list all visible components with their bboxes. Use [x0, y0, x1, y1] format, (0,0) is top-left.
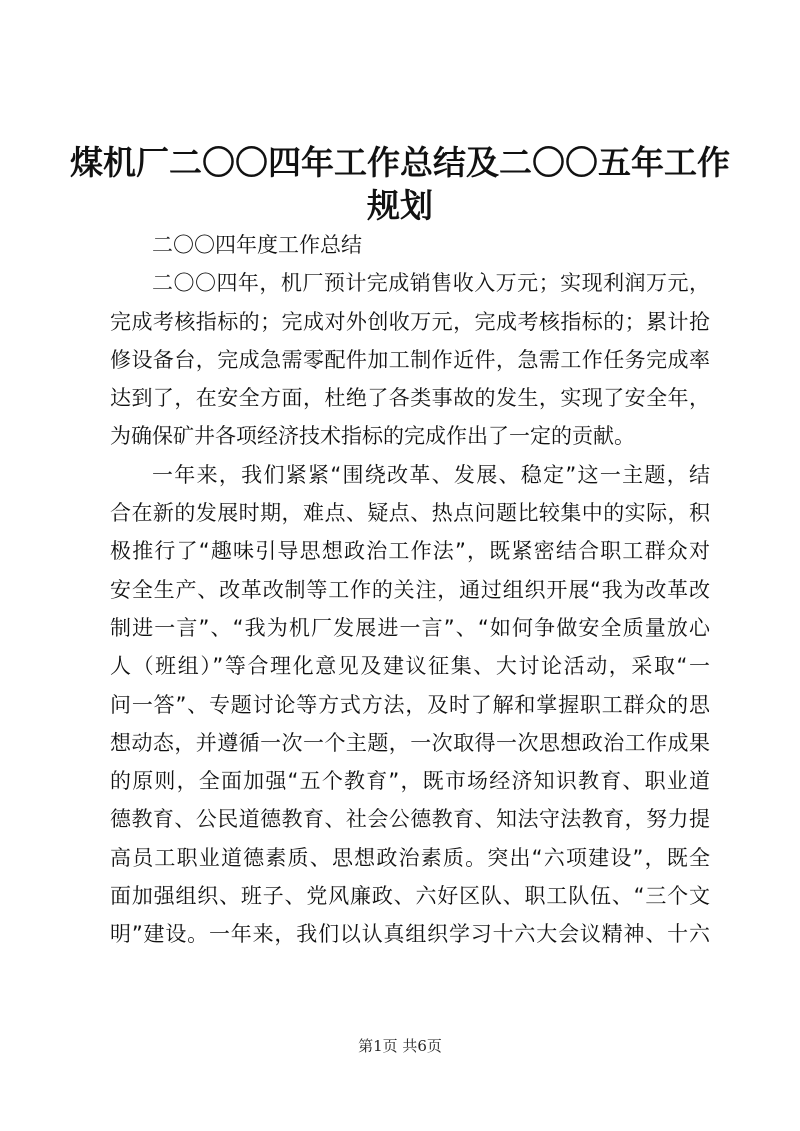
paragraph-2-line: 的原则，全面加强“五个教育”，既市场经济知识教育、职业道	[110, 769, 710, 794]
paragraph-2-line: 安全生产、改革改制等工作的关注，通过组织开展“我为改革改	[110, 577, 710, 602]
page-footer: 第1页 共6页	[358, 1037, 442, 1055]
document-title-line-2: 规划	[367, 186, 433, 225]
paragraph-1-line: 达到了，在安全方面，杜绝了各类事故的发生，实现了安全年，	[110, 386, 710, 411]
paragraph-2-line: 人（班组）”等合理化意见及建议征集、大讨论活动，采取“一	[110, 654, 710, 679]
document-title-line-1: 煤机厂二〇〇四年工作总结及二〇〇五年工作	[70, 143, 730, 182]
paragraph-1-line: 为确保矿井各项经济技术指标的完成作出了一定的贡献。	[110, 424, 635, 449]
paragraph-1-line: 二〇〇四年，机厂预计完成销售收入万元；实现利润万元，	[152, 271, 710, 296]
paragraph-1-line: 修设备台，完成急需零配件加工制作近件，急需工作任务完成率	[110, 347, 710, 372]
paragraph-2-line: 明”建设。一年来，我们以认真组织学习十六大会议精神、十六	[110, 922, 710, 947]
paragraph-1-line: 完成考核指标的；完成对外创收万元，完成考核指标的；累计抢	[110, 309, 710, 334]
paragraph-2-line: 极推行了“趣味引导思想政治工作法”，既紧密结合职工群众对	[110, 539, 710, 564]
paragraph-2-line: 高员工职业道德素质、思想政治素质。突出“六项建设”，既全	[110, 845, 710, 870]
paragraph-2-line: 合在新的发展时期，难点、疑点、热点问题比较集中的实际，积	[110, 501, 710, 526]
paragraph-2-line: 问一答”、专题讨论等方式方法，及时了解和掌握职工群众的思	[110, 692, 710, 717]
paragraph-2-line: 想动态，并遵循一次一个主题，一次取得一次思想政治工作成果	[110, 730, 710, 755]
paragraph-2-line: 制进一言”、“我为机厂发展进一言”、“如何争做安全质量放心	[110, 615, 710, 640]
document-body	[110, 226, 710, 954]
section-subheading: 二〇〇四年度工作总结	[152, 233, 362, 257]
paragraph-2-line: 德教育、公民道德教育、社会公德教育、知法守法教育，努力提	[110, 807, 710, 832]
paragraph-2-line: 面加强组织、班子、党风廉政、六好区队、职工队伍、“三个文	[110, 884, 710, 909]
paragraph-2-line: 一年来，我们紧紧“围绕改革、发展、稳定”这一主题，结	[152, 462, 710, 487]
